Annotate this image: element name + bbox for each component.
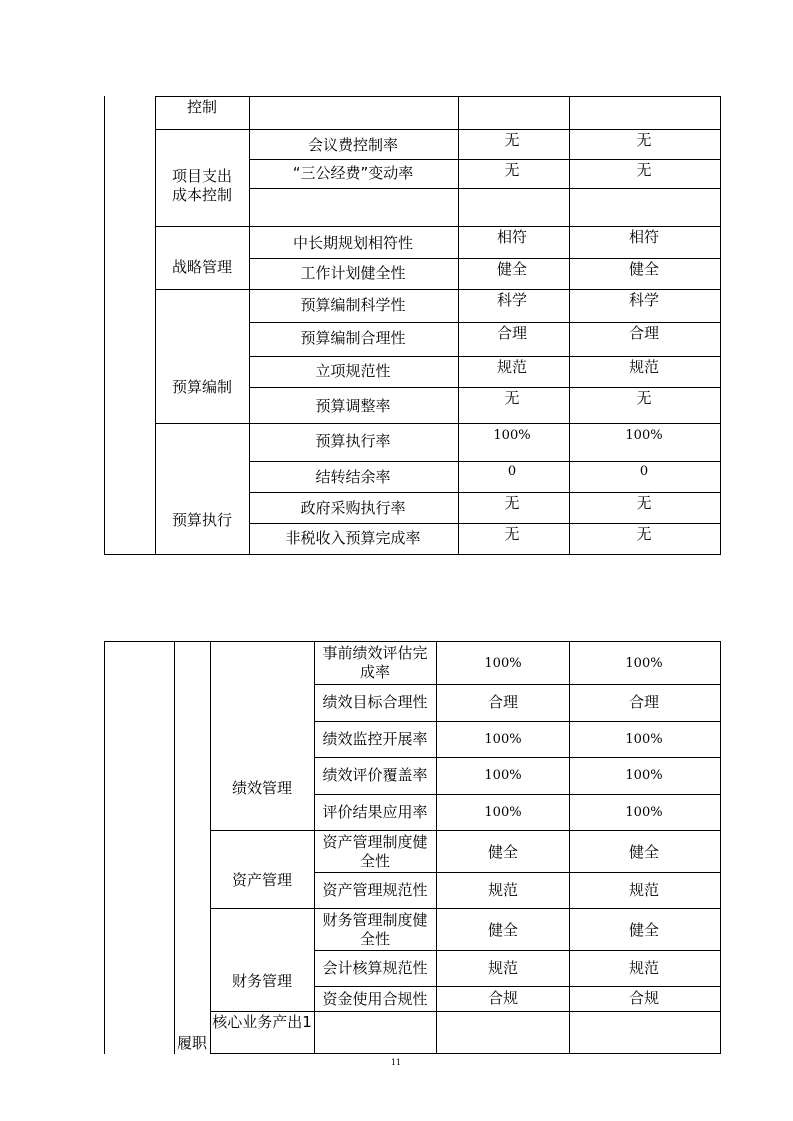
indicator-name: 预算调整率 [315, 397, 391, 415]
indicator-name: 绩效目标合理性 [322, 693, 428, 711]
value-cell: 合规 [628, 989, 660, 1007]
value-cell: 健全 [487, 921, 519, 939]
table-border [210, 830, 721, 831]
table-border [314, 872, 721, 873]
value-cell: 无 [504, 131, 520, 149]
category-label: 控制 [186, 98, 218, 116]
indicator-name: 会计核算规范性 [322, 959, 428, 977]
table-border [174, 641, 175, 1054]
category-label: 核心业务产出1 [212, 1013, 312, 1031]
category-label: 战略管理 [171, 258, 233, 276]
category-label: 预算编制 [171, 378, 233, 396]
indicator-name: 工作计划健全性 [300, 264, 406, 282]
indicator-name: 资金使用合规性 [322, 990, 428, 1008]
table-border [155, 96, 156, 555]
table-border [314, 794, 721, 795]
value-cell: 0 [639, 464, 649, 479]
value-cell: 相符 [628, 228, 660, 246]
value-cell: 100% [484, 656, 522, 671]
value-cell: 合理 [496, 324, 528, 342]
table-border [104, 641, 105, 1054]
value-cell: 科学 [496, 291, 528, 309]
table-border [314, 950, 721, 951]
table-border [210, 641, 211, 1054]
value-cell: 100% [625, 768, 663, 783]
table-border [104, 554, 721, 555]
value-cell: 无 [636, 389, 652, 407]
table-border [436, 641, 437, 1054]
value-cell: 科学 [628, 291, 660, 309]
category-label: 资产管理 [231, 871, 293, 889]
value-cell: 无 [504, 389, 520, 407]
value-cell: 合规 [487, 989, 519, 1007]
indicator-name: 结转结余率 [315, 468, 391, 486]
value-cell: 100% [484, 732, 522, 747]
category-label: 财务管理 [231, 972, 293, 990]
indicator-name: 预算编制合理性 [300, 329, 406, 347]
table-border [458, 96, 459, 555]
indicator-name: 事前绩效评估完成率 [322, 644, 428, 681]
value-cell: 相符 [496, 228, 528, 246]
table-border [314, 757, 721, 758]
table-border [155, 423, 721, 424]
value-cell: 无 [636, 161, 652, 179]
table-border [210, 1053, 721, 1054]
value-cell: 健全 [628, 843, 660, 861]
table-border [314, 721, 721, 722]
table-border [155, 96, 721, 97]
page-number: 11 [390, 1058, 402, 1067]
value-cell: 100% [625, 428, 663, 443]
category-label: 预算执行 [171, 511, 233, 529]
indicator-name: 政府采购执行率 [300, 499, 406, 517]
table-border [314, 684, 721, 685]
value-cell: 无 [636, 525, 652, 543]
value-cell: 健全 [628, 260, 660, 278]
value-cell: 规范 [487, 881, 519, 899]
indicator-name: 会议费控制率 [307, 136, 399, 154]
table-border [104, 96, 105, 555]
table-border [210, 1011, 721, 1012]
table-border [104, 641, 721, 642]
table-border [314, 986, 721, 987]
table-border [249, 188, 721, 189]
value-cell: 无 [504, 494, 520, 512]
value-cell: 规范 [487, 959, 519, 977]
table-border [249, 461, 721, 462]
value-cell: 100% [484, 805, 522, 820]
value-cell: 100% [625, 732, 663, 747]
table-border [720, 641, 721, 1054]
value-cell: 100% [493, 428, 531, 443]
value-cell: 合理 [487, 693, 519, 711]
value-cell: 健全 [496, 260, 528, 278]
indicator-name: 预算执行率 [315, 432, 391, 450]
indicator-name: 立项规范性 [315, 362, 391, 380]
indicator-name: 财务管理制度健全性 [322, 911, 428, 948]
value-cell: 无 [636, 131, 652, 149]
value-cell: 无 [504, 161, 520, 179]
value-cell: 健全 [628, 921, 660, 939]
value-cell: 100% [625, 805, 663, 820]
table-border [210, 908, 721, 909]
indicator-name: 预算编制科学性 [300, 296, 406, 314]
value-cell: 规范 [628, 959, 660, 977]
indicator-name: 中长期规划相符性 [292, 234, 414, 252]
value-cell: 规范 [496, 358, 528, 376]
indicator-name: 资产管理规范性 [322, 881, 428, 899]
indicator-name: “三公经费”变动率 [292, 164, 414, 182]
value-cell: 合理 [628, 324, 660, 342]
indicator-name: 资产管理制度健全性 [322, 833, 428, 870]
indicator-name: 绩效监控开展率 [322, 730, 428, 748]
category-label: 绩效管理 [231, 779, 293, 797]
value-cell: 规范 [628, 881, 660, 899]
table-border [314, 641, 315, 1054]
value-cell: 规范 [628, 358, 660, 376]
indicator-name: 非税收入预算完成率 [285, 529, 421, 547]
table-border [249, 96, 250, 555]
value-cell: 0 [507, 464, 517, 479]
value-cell: 健全 [487, 843, 519, 861]
value-cell: 100% [625, 656, 663, 671]
value-cell: 100% [484, 768, 522, 783]
value-cell: 无 [504, 525, 520, 543]
table-border [720, 96, 721, 555]
indicator-name: 评价结果应用率 [322, 803, 428, 821]
indicator-name: 绩效评价覆盖率 [322, 766, 428, 784]
table-border [569, 641, 570, 1054]
table-border [569, 96, 570, 555]
category-label: 项目支出成本控制 [171, 167, 232, 204]
tier-label: 履职 [176, 1034, 208, 1052]
value-cell: 无 [636, 494, 652, 512]
value-cell: 合理 [628, 693, 660, 711]
